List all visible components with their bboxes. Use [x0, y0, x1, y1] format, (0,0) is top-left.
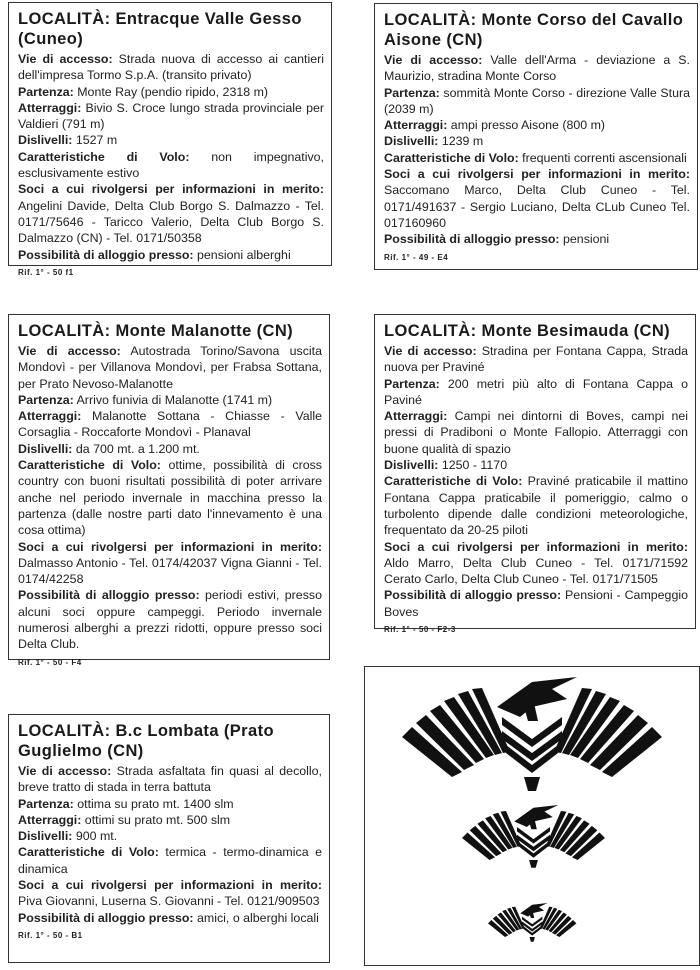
field-row — [18, 828, 322, 844]
field-row — [384, 587, 688, 620]
field-value: pensioni alberghi — [197, 247, 291, 262]
field-value: Campi nei dintorni di Boves, campi nei pressi di Pradiboni o Monte Fallopio. Atterraggi con buone qualità di spazio — [384, 409, 688, 456]
field-label: Atterraggi: — [384, 118, 448, 133]
field-label: Soci a cui rivolgersi per informazioni in merito: — [18, 539, 322, 554]
field-label: Vie di accesso: — [18, 344, 121, 358]
field-row — [18, 587, 322, 652]
field-row — [18, 100, 324, 133]
locality-title: LOCALITÀ: Entracque Valle Gesso (Cuneo) — [18, 10, 302, 48]
field-value: Aldo Marro, Delta Club Cuneo - Tel. 0171/71592 Cerato Carlo, Delta Club Cuneo - Tel. 0171/71505 — [384, 555, 688, 587]
field-value: periodi estivi, presso alcuni soci oppure campeggi. Periodo invernale numerosi alberghi a prezzi ridotti, oppure presso soci Delta Club. — [18, 588, 322, 652]
field-row — [384, 150, 690, 166]
field-label: Possibilità di alloggio presso: — [18, 247, 194, 262]
locality-card-lombata — [8, 714, 330, 963]
field-row — [384, 231, 690, 247]
field-label: Soci a cui rivolgersi per informazioni in merito: — [384, 539, 688, 554]
locality-card-monte-corso — [374, 3, 698, 270]
field-value: 200 metri più alto di Fontana Cappa o Paviné — [384, 376, 688, 407]
field-row — [384, 133, 690, 149]
field-value: Pensioni - Campeggio Boves — [384, 588, 688, 619]
field-value: sommità Monte Corso - direzione Valle Stura (2039 m) — [384, 85, 690, 116]
field-label: Caratteristiche di Volo: — [384, 474, 523, 489]
field-label: Vie di accesso: — [384, 344, 477, 358]
field-label: Soci a cui rivolgersi per informazioni in merito: — [18, 182, 324, 197]
locality-card-entracque — [8, 2, 332, 277]
field-value: ottime, possibilità di cross country con buoni risultati possibilità di poter arrivare anche nel periodo invernale in macchina presso la partenza (dalle nostre parti dato l'innevamento è una cosa ottima) — [18, 458, 322, 538]
field-row — [384, 539, 688, 588]
field-label: Possibilità di alloggio presso: — [18, 588, 200, 603]
field-row — [18, 408, 322, 441]
field-label: Vie di accesso: — [18, 52, 113, 66]
emblem-medium — [462, 805, 605, 868]
field-row — [384, 408, 688, 457]
field-label: Caratteristiche di Volo: — [18, 149, 190, 164]
field-label: Atterraggi: — [18, 100, 82, 115]
field-row — [18, 910, 322, 926]
field-value: Stradina per Fontana Cappa, Strada nuova per Praviné — [384, 344, 688, 375]
emblem-large — [402, 677, 662, 791]
field-label: Vie di accesso: — [18, 764, 112, 778]
field-value: Bivio S. Croce lungo strada provinciale per Valdieri (791 m) — [18, 100, 324, 132]
field-row — [18, 441, 322, 457]
field-value: Angelini Davide, Delta Club Borgo S. Dalmazzo - Tel. 0171/75646 - Taricco Valerio, Delta Club Borgo S. Dalmazzo (CN) - Tel. 0171/50358 — [18, 198, 324, 246]
field-value: amici, o alberghi locali — [197, 910, 319, 925]
locality-title: LOCALITÀ: Monte Corso del Cavallo Aisone (CN) — [384, 11, 684, 49]
locality-title: LOCALITÀ: Monte Besimauda (CN) — [384, 322, 671, 340]
field-row — [18, 51, 324, 84]
locality-title: LOCALITÀ: B.c Lombata (Prato Guglielmo (CN) — [18, 722, 274, 760]
field-label: Atterraggi: — [18, 409, 82, 424]
field-label: Atterraggi: — [384, 409, 448, 424]
field-label: Caratteristiche di Volo: — [384, 150, 519, 165]
field-label: Dislivelli: — [384, 134, 439, 149]
field-value: termica - termo-dinamica e dinamica — [18, 845, 322, 876]
field-label: Partenza: — [384, 376, 440, 391]
field-row — [384, 457, 688, 473]
field-row — [18, 763, 322, 796]
field-label: Possibilità di alloggio presso: — [384, 588, 562, 603]
field-row — [18, 392, 322, 408]
field-value: Autostrada Torino/Savona uscita Mondovì - per Villanova Mondovì, per Frabsa Sottana, per Prato Nevoso-Malanotte — [18, 344, 322, 391]
emblem-small — [488, 903, 576, 942]
field-row — [384, 85, 690, 118]
field-value: non impegnativo, esclusivamente estivo — [18, 149, 324, 181]
field-row — [384, 343, 688, 376]
field-label: Dislivelli: — [18, 829, 73, 844]
reference-code: Rif. 1° - 50 f1 — [18, 267, 74, 277]
field-row — [384, 376, 688, 409]
field-value: 1250 - 1170 — [441, 458, 508, 473]
field-label: Partenza: — [18, 796, 74, 811]
field-label: Partenza: — [384, 85, 440, 100]
field-row — [18, 812, 322, 828]
hang-glider-bird-emblem-icon — [365, 667, 699, 965]
locality-card-monte-malanotte — [8, 314, 330, 667]
field-label: Soci a cui rivolgersi per informazioni in merito: — [18, 878, 322, 893]
field-value: Piva Giovanni, Luserna S. Giovanni - Tel. 0121/909503 — [18, 894, 320, 909]
field-value: frequenti correnti ascensionali — [522, 150, 687, 165]
field-value: Praviné praticabile il mattino Fontana Cappa praticabile il pomeriggio, calmo o turbolento dipende dalle condizioni meteorologiche, frequentato da 20-25 piloti — [384, 474, 688, 538]
field-value: ottimi su prato mt. 500 slm — [84, 812, 231, 827]
emblem-panel — [364, 666, 700, 966]
field-value: da 700 mt. a 1.200 mt. — [75, 441, 200, 456]
field-row — [18, 796, 322, 812]
field-value: ottima su prato mt. 1400 slm — [77, 796, 234, 811]
field-row — [18, 84, 324, 100]
field-label: Dislivelli: — [18, 133, 73, 148]
field-label: Dislivelli: — [18, 441, 73, 456]
field-value: ampi presso Aisone (800 m) — [450, 118, 606, 133]
field-label: Vie di accesso: — [384, 53, 483, 67]
field-value: Strada asfaltata fin quasi al decollo, breve tratto di stada in terra battuta — [18, 764, 322, 795]
reference-code: Rif. 1° - 49 - E4 — [384, 252, 449, 262]
field-row — [18, 181, 324, 246]
field-label: Caratteristiche di Volo: — [18, 458, 161, 473]
field-value: pensioni — [563, 232, 610, 247]
field-row — [384, 52, 690, 85]
field-label: Dislivelli: — [384, 458, 439, 473]
reference-code: Rif. 1° - 50 - F2-3 — [384, 625, 456, 635]
locality-card-monte-besimauda — [374, 314, 696, 635]
field-row — [384, 166, 690, 231]
field-row — [18, 844, 322, 877]
field-label: Partenza: — [18, 392, 74, 407]
field-label: Soci a cui rivolgersi per informazioni in merito: — [384, 167, 690, 182]
field-value: Dalmasso Antonio - Tel. 0174/42037 Vigna Gianni - Tel. 0174/42258 — [18, 555, 322, 587]
field-label: Possibilità di alloggio presso: — [18, 910, 194, 925]
field-row — [18, 877, 322, 910]
field-label: Possibilità di alloggio presso: — [384, 232, 560, 247]
field-value: Valle dell'Arma - deviazione a S. Maurizio, stradina Monte Corso — [384, 53, 690, 84]
field-row — [384, 473, 688, 538]
field-value: 1527 m — [75, 133, 118, 148]
field-value: Strada nuova di accesso ai cantieri dell'impresa Tormo S.p.A. (transito privato) — [18, 52, 324, 83]
field-row — [18, 149, 324, 182]
field-label: Partenza: — [18, 84, 74, 99]
field-row — [384, 117, 690, 133]
field-value: Monte Ray (pendio ripido, 2318 m) — [77, 84, 269, 99]
field-row — [18, 132, 324, 148]
field-value: 900 mt. — [75, 829, 118, 844]
field-row — [18, 247, 324, 263]
field-row — [18, 343, 322, 392]
field-value: 1239 m — [441, 134, 484, 149]
locality-title: LOCALITÀ: Monte Malanotte (CN) — [18, 322, 294, 340]
reference-code: Rif. 1° - 50 - B1 — [18, 930, 83, 940]
field-value: Malanotte Sottana - Chiasse - Valle Corsaglia - Roccaforte Mondovì - Planaval — [18, 409, 322, 440]
field-value: Arrivo funivia di Malanotte (1741 m) — [76, 392, 273, 407]
reference-code: Rif. 1° - 50 - F4 — [18, 657, 82, 667]
field-label: Caratteristiche di Volo: — [18, 845, 159, 860]
field-value: Saccomano Marco, Delta Club Cuneo - Tel. 0171/491637 - Sergio Luciano, Delta CLub Cuneo Tel. 017160960 — [384, 183, 690, 230]
field-row — [18, 457, 322, 538]
field-row — [18, 539, 322, 588]
field-label: Atterraggi: — [18, 812, 82, 827]
